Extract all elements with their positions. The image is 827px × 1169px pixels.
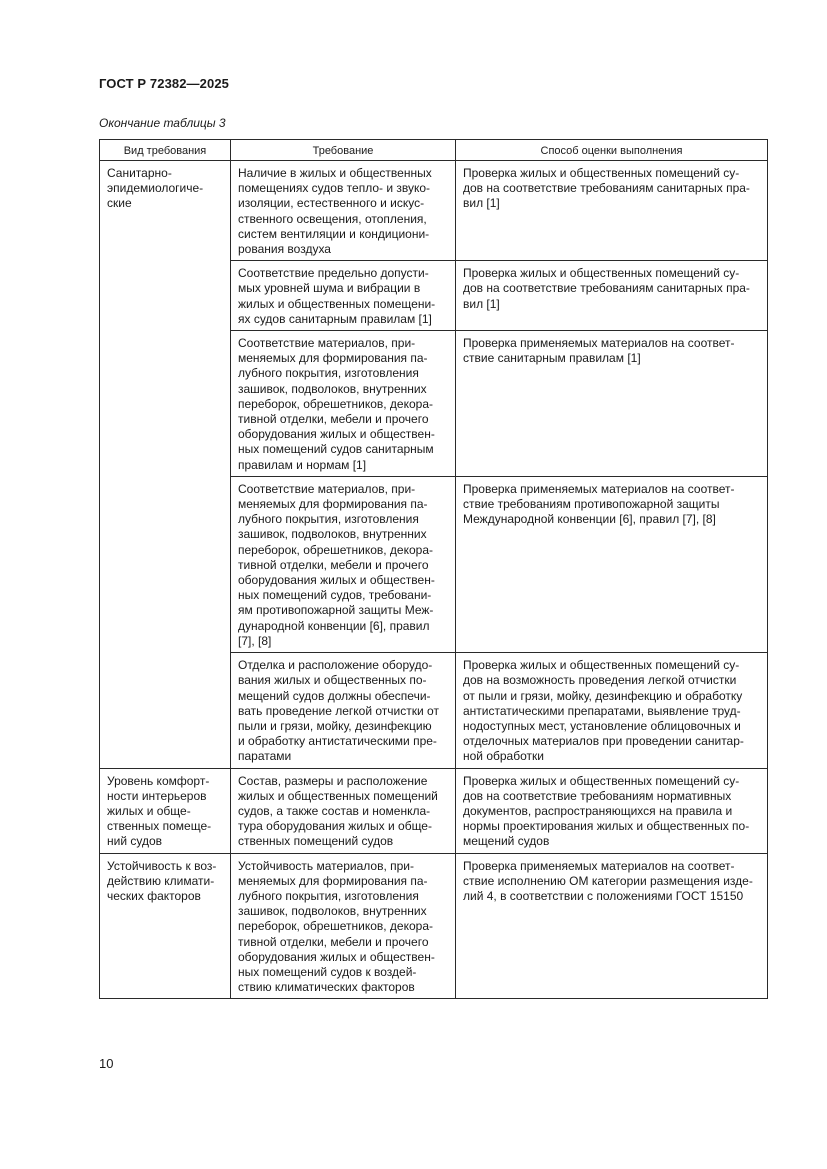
cell-line: Санитарно- xyxy=(107,166,172,180)
cell-requirement xyxy=(231,768,456,853)
cell-line: тура оборудования жилых и обще- xyxy=(238,819,432,834)
cell-line: дов на соответствие требованиям санитарных пра- xyxy=(463,181,750,196)
cell-requirement-kind xyxy=(100,853,231,999)
cell-line: Проверка жилых и общественных помещений су- xyxy=(463,658,740,673)
cell-line: Состав, размеры и расположение xyxy=(238,773,428,788)
cell-line: Устойчивость материалов, при- xyxy=(238,858,414,873)
cell-line: переборок, обрешетников, декора- xyxy=(238,542,433,557)
cell-line: ной обработки xyxy=(463,749,544,764)
cell-requirement xyxy=(231,331,456,477)
cell-line: Проверка применяемых материалов на соответ- xyxy=(463,858,735,873)
cell-line: ных помещений судов санитарным xyxy=(238,442,434,457)
cell-line: Проверка жилых и общественных помещений су- xyxy=(463,266,740,281)
cell-assessment-method xyxy=(456,331,768,477)
cell-line: документов, распространяющихся на правила и xyxy=(463,803,733,818)
cell-line: жилых и общественных помещени- xyxy=(238,296,436,311)
cell-line: вания жилых и общественных по- xyxy=(238,673,427,688)
table-body xyxy=(100,161,768,999)
document-title: ГОСТ Р 72382—2025 xyxy=(99,76,229,91)
cell-requirement xyxy=(231,853,456,999)
cell-line: помещениях судов тепло- и звуко- xyxy=(238,181,431,196)
cell-line: Проверка применяемых материалов на соответ- xyxy=(463,336,735,351)
cell-line: ности интерьеров xyxy=(107,788,207,803)
cell-line: ных помещений судов к воздей- xyxy=(238,964,417,979)
cell-line: нормы проектирования жилых и общественных по- xyxy=(463,819,750,834)
column-header-requirement: Требование xyxy=(231,140,456,161)
cell-line: Международной конвенции [6], правил [7], [8] xyxy=(463,512,716,527)
cell-line: лий 4, в соответствии с положениями ГОСТ 15150 xyxy=(463,888,744,903)
cell-line: эпидемиологиче- xyxy=(107,181,204,196)
cell-line: ственных помеще- xyxy=(107,819,212,834)
cell-line: ях судов санитарным правилам [1] xyxy=(238,311,432,326)
cell-requirement xyxy=(231,261,456,331)
cell-line: жилых и общественных помещений xyxy=(238,788,438,803)
cell-requirement-kind xyxy=(100,768,231,853)
cell-line: систем вентиляции и кондициони- xyxy=(238,226,430,241)
cell-line: меняемых для формирования па- xyxy=(238,497,428,512)
cell-line: Устойчивость к воз- xyxy=(107,858,217,873)
cell-line: лубного покрытия, изготовления xyxy=(238,888,419,903)
cell-line: вать проведение легкой отчистки от xyxy=(238,703,439,718)
cell-line: дов на соответствие требованиям нормативных xyxy=(463,788,732,803)
cell-line: переборок, обрешетников, декора- xyxy=(238,396,433,411)
cell-line: действию климати- xyxy=(107,873,215,888)
cell-line: дов на возможность проведения легкой отчистки xyxy=(463,673,737,688)
cell-line: меняемых для формирования па- xyxy=(238,873,428,888)
cell-line: изоляции, естественного и искус- xyxy=(238,196,425,211)
cell-line: Уровень комфорт- xyxy=(107,773,210,788)
table-row xyxy=(100,768,768,853)
cell-requirement xyxy=(231,476,456,652)
cell-line: ствие требованиям противопожарной защиты xyxy=(463,497,720,512)
table-header-row xyxy=(100,140,768,161)
cell-line: пыли и грязи, мойку, дезинфекцию xyxy=(238,718,432,733)
cell-line: дов на соответствие требованиям санитарных пра- xyxy=(463,281,750,296)
cell-line: меняемых для формирования па- xyxy=(238,351,428,366)
cell-line: вил [1] xyxy=(463,296,500,311)
cell-line: мещений судов должны обеспечи- xyxy=(238,688,431,703)
cell-line: отделочных материалов при проведении санитар- xyxy=(463,734,744,749)
cell-line: ственного освещения, отопления, xyxy=(238,211,427,226)
cell-line: Соответствие материалов, при- xyxy=(238,336,416,351)
cell-assessment-method xyxy=(456,853,768,999)
cell-line: от пыли и грязи, мойку, дезинфекцию и обработку xyxy=(463,688,743,703)
cell-requirement xyxy=(231,161,456,261)
cell-line: ям противопожарной защиты Меж- xyxy=(238,603,434,618)
cell-line: тивной отделки, мебели и прочего xyxy=(238,412,429,427)
cell-assessment-method xyxy=(456,653,768,768)
cell-line: Проверка жилых и общественных помещений су- xyxy=(463,773,740,788)
cell-line: дународной конвенции [6], правил xyxy=(238,618,430,633)
cell-line: [7], [8] xyxy=(238,633,272,648)
cell-line: оборудования жилых и обществен- xyxy=(238,427,435,442)
cell-line: ствие исполнению ОМ категории размещения изде- xyxy=(463,873,753,888)
cell-requirement xyxy=(231,653,456,768)
table-row xyxy=(100,161,768,261)
cell-line: Проверка жилых и общественных помещений су- xyxy=(463,166,740,180)
cell-line: Соответствие материалов, при- xyxy=(238,481,416,496)
cell-line: зашивок, подволоков, внутренних xyxy=(238,904,427,919)
cell-line: и обработку антистатическими пре- xyxy=(238,734,437,749)
cell-line: Проверка применяемых материалов на соответ- xyxy=(463,481,735,496)
cell-assessment-method xyxy=(456,261,768,331)
cell-line: зашивок, подволоков, внутренних xyxy=(238,381,427,396)
column-header-kind: Вид требования xyxy=(100,140,231,161)
cell-line: Наличие в жилых и общественных xyxy=(238,166,432,180)
cell-line: оборудования жилых и обществен- xyxy=(238,949,435,964)
cell-line: Отделка и расположение оборудо- xyxy=(238,658,433,673)
cell-requirement-kind xyxy=(100,161,231,769)
column-header-method: Способ оценки выполнения xyxy=(456,140,768,161)
cell-line: ний судов xyxy=(107,834,163,849)
cell-line: рования воздуха xyxy=(238,242,331,257)
cell-line: ственных помещений судов xyxy=(238,834,394,849)
cell-line: мых уровней шума и вибрации в xyxy=(238,281,421,296)
table-row xyxy=(100,853,768,999)
cell-line: нодоступных мест, установление облицовочных и xyxy=(463,718,741,733)
cell-line: Соответствие предельно допусти- xyxy=(238,266,429,281)
cell-line: ческих факторов xyxy=(107,888,201,903)
cell-line: оборудования жилых и обществен- xyxy=(238,573,435,588)
cell-line: лубного покрытия, изготовления xyxy=(238,366,419,381)
cell-line: антистатическими препаратами, выявление труд- xyxy=(463,703,741,718)
cell-line: жилых и обще- xyxy=(107,803,191,818)
cell-line: правилам и нормам [1] xyxy=(238,457,367,472)
cell-line: ские xyxy=(107,196,132,211)
cell-line: тивной отделки, мебели и прочего xyxy=(238,557,429,572)
cell-assessment-method xyxy=(456,161,768,261)
cell-line: переборок, обрешетников, декора- xyxy=(238,919,433,934)
cell-line: мещений судов xyxy=(463,834,550,849)
cell-line: зашивок, подволоков, внутренних xyxy=(238,527,427,542)
cell-line: судов, а также состав и номенкла- xyxy=(238,803,431,818)
cell-line: ствие санитарным правилам [1] xyxy=(463,351,641,366)
cell-assessment-method xyxy=(456,476,768,652)
cell-line: тивной отделки, мебели и прочего xyxy=(238,934,429,949)
cell-assessment-method xyxy=(456,768,768,853)
page-number: 10 xyxy=(99,1056,114,1071)
cell-line: лубного покрытия, изготовления xyxy=(238,512,419,527)
cell-line: вил [1] xyxy=(463,196,500,211)
cell-line: ных помещений судов, требовани- xyxy=(238,588,432,603)
cell-line: ствию климатических факторов xyxy=(238,980,415,995)
cell-line: паратами xyxy=(238,749,292,764)
table-caption: Окончание таблицы 3 xyxy=(99,116,226,130)
requirements-table xyxy=(99,139,768,999)
